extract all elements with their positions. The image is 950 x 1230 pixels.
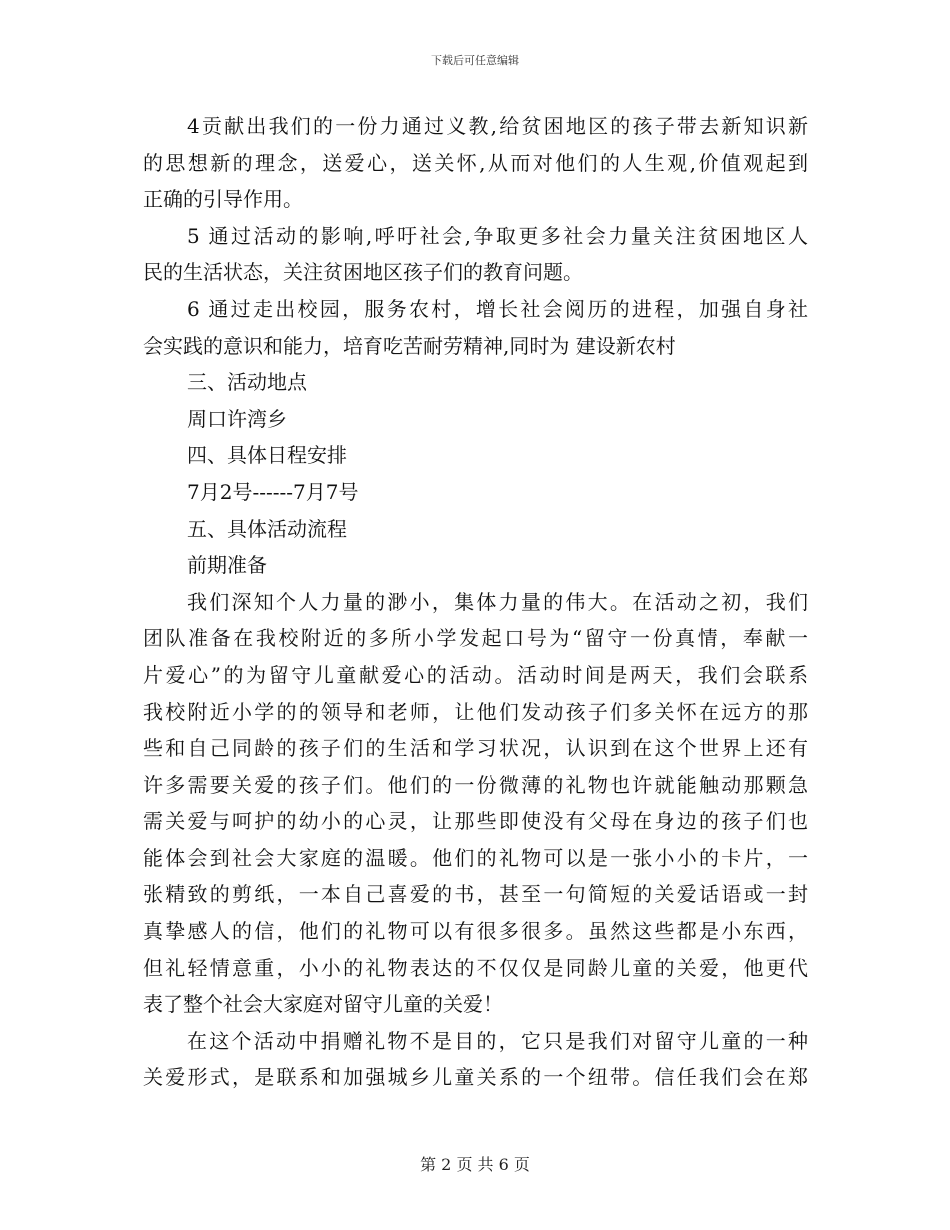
text-line: 在这个活动中捐赠礼物不是目的，它只是我们对留守儿童的一种: [187, 1028, 808, 1053]
text-line: 表了整个社会大家庭对留守儿童的关爱！: [143, 992, 503, 1017]
text-line: 民的生活状态，关注贫困地区孩子们的教育问题。: [143, 260, 583, 285]
text-line: 些和自己同龄的孩子们的生活和学习状况，认识到在这个世界上还有: [143, 736, 808, 761]
page-header: 下载后可任意编辑: [431, 54, 519, 67]
text-line: 5 通过活动的影响,呼吁社会,争取更多社会力量关注贫困地区人: [187, 223, 808, 248]
text-line: 会实践的意识和能力，培育吃苦耐劳精神,同时为 建设新农村: [143, 333, 676, 358]
text-line: 我校附近小学的的领导和老师，让他们发动孩子们多关怀在远方的那: [143, 699, 808, 724]
section-heading: 三、活动地点: [187, 370, 307, 395]
section-heading: 五、具体活动流程: [187, 516, 347, 541]
section-heading: 四、具体日程安排: [187, 443, 347, 468]
text-line: 我们深知个人力量的渺小，集体力量的伟大。在活动之初，我们: [187, 589, 808, 614]
text-line: 周口许湾乡: [187, 406, 287, 431]
text-line: 需关爱与呵护的幼小的心灵，让那些即使没有父母在身边的孩子们也: [143, 809, 808, 834]
text-line: 许多需要关爱的孩子们。他们的一份微薄的礼物也许就能触动那颗急: [143, 772, 808, 797]
text-line: 关爱形式，是联系和加强城乡儿童关系的一个纽带。信任我们会在郑: [143, 1065, 808, 1090]
text-line: 4贡献出我们的一份力通过义教,给贫困地区的孩子带去新知识新: [187, 114, 808, 138]
text-line: 但礼轻情意重，小小的礼物表达的不仅仅是同龄儿童的关爱，他更代: [143, 955, 808, 980]
text-line: 的思想新的理念，送爱心，送关怀,从而对他们的人生观,价值观起到: [143, 150, 808, 175]
text-line: 张精致的剪纸，一本自己喜爱的书，甚至一句简短的关爱话语或一封: [143, 882, 808, 907]
text-line: 片爱心”的为留守儿童献爱心的活动。活动时间是两天，我们会联系: [143, 662, 808, 687]
document-body: [143, 108, 808, 1096]
subsection-heading: 前期准备: [187, 553, 267, 578]
text-line: 正确的引导作用。: [143, 187, 303, 212]
text-line: 能体会到社会大家庭的温暖。他们的礼物可以是一张小小的卡片，一: [143, 845, 808, 870]
text-line: 真挚感人的信，他们的礼物可以有很多很多。虽然这些都是小东西，: [143, 919, 808, 944]
page-number-footer: 第 2 页 共 6 页: [420, 1155, 530, 1174]
text-line: 团队准备在我校附近的多所小学发起口号为“留守一份真情，奉献一: [143, 626, 808, 651]
text-line: 7月2号------7月7号: [187, 479, 359, 504]
text-line: 6 通过走出校园，服务农村，增长社会阅历的进程，加强自身社: [187, 296, 808, 321]
